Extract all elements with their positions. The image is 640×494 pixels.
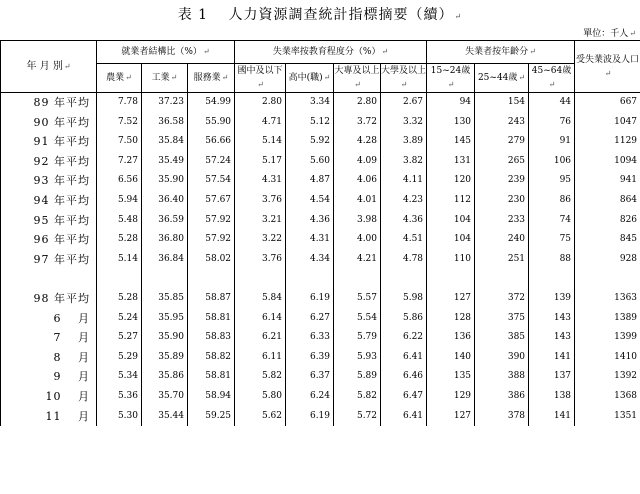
row-label: 89 年平均: [1, 93, 97, 113]
table-cell: 1392: [575, 367, 640, 387]
row-label: 98 年平均: [1, 289, 97, 309]
table-cell: [381, 269, 427, 289]
table-cell: 388: [475, 367, 529, 387]
row-label: 10 月: [1, 387, 97, 407]
table-cell: 6.46: [381, 367, 427, 387]
table-cell: 233: [475, 211, 529, 231]
table-cell: 6.37: [286, 367, 334, 387]
table-cell: 54.99: [188, 93, 235, 113]
table-cell: 5.29: [97, 348, 142, 368]
table-cell: 5.89: [334, 367, 381, 387]
table-cell: 5.27: [97, 328, 142, 348]
table-cell: 5.98: [381, 289, 427, 309]
table-cell: 44: [529, 93, 575, 113]
table-cell: 7.27: [97, 152, 142, 172]
table-cell: 3.72: [334, 113, 381, 133]
table-cell: 58.82: [188, 348, 235, 368]
table-cell: 143: [529, 328, 575, 348]
table-cell: 36.58: [142, 113, 188, 133]
table-cell: 5.94: [97, 191, 142, 211]
table-cell: 1410: [575, 348, 640, 368]
table-cell: 120: [427, 171, 475, 191]
table-cell: 6.21: [235, 328, 286, 348]
table-row: [1, 152, 640, 172]
table-cell: 3.76: [235, 191, 286, 211]
table-cell: 1363: [575, 289, 640, 309]
col-header-junior-high: 國中及以下↵: [235, 64, 286, 93]
table-cell: 36.84: [142, 250, 188, 270]
table-cell: 5.60: [286, 152, 334, 172]
table-cell: 35.86: [142, 367, 188, 387]
table-cell: 6.33: [286, 328, 334, 348]
table-cell: 141: [529, 407, 575, 427]
table-cell: 140: [427, 348, 475, 368]
col-header-agriculture: 農業↵: [97, 64, 142, 93]
table-cell: 2.80: [334, 93, 381, 113]
table-cell: 136: [427, 328, 475, 348]
table-cell: 3.32: [381, 113, 427, 133]
row-label: 9 月: [1, 367, 97, 387]
table-cell: 5.62: [235, 407, 286, 427]
table-cell: 1094: [575, 152, 640, 172]
table-cell: 5.14: [235, 132, 286, 152]
table-row: [1, 387, 640, 407]
table-cell: 386: [475, 387, 529, 407]
table-cell: 35.70: [142, 387, 188, 407]
table-cell: 239: [475, 171, 529, 191]
table-cell: 1047: [575, 113, 640, 133]
table-cell: 941: [575, 171, 640, 191]
table-cell: 5.28: [97, 289, 142, 309]
table-cell: 139: [529, 289, 575, 309]
affected-population-header: 受失業波及人口↵: [575, 41, 640, 93]
table-cell: 928: [575, 250, 640, 270]
table-cell: 57.92: [188, 230, 235, 250]
table-row: [1, 367, 640, 387]
table-cell: 4.28: [334, 132, 381, 152]
table-cell: 6.19: [286, 407, 334, 427]
table-cell: 35.90: [142, 328, 188, 348]
table-cell: 5.30: [97, 407, 142, 427]
table-cell: 5.72: [334, 407, 381, 427]
table-cell: 4.11: [381, 171, 427, 191]
col-header-industry: 工業↵: [142, 64, 188, 93]
table-cell: 6.11: [235, 348, 286, 368]
table-cell: 390: [475, 348, 529, 368]
unit-label: 單位：千人↵: [583, 29, 636, 39]
table-cell: 91: [529, 132, 575, 152]
col-header-university: 大學及以上↵: [381, 64, 427, 93]
group-header-employment-structure: 就業者結構比（%）↵: [97, 41, 235, 64]
table-cell: 2.80: [235, 93, 286, 113]
table-cell: 131: [427, 152, 475, 172]
table-cell: 5.79: [334, 328, 381, 348]
row-label: [1, 269, 97, 289]
table-cell: 4.23: [381, 191, 427, 211]
table-row: [1, 309, 640, 329]
table-cell: 6.22: [381, 328, 427, 348]
table-cell: 57.67: [188, 191, 235, 211]
row-label-header: 年 月 別↵: [1, 41, 97, 93]
table-cell: 1129: [575, 132, 640, 152]
table-cell: 3.82: [381, 152, 427, 172]
table-cell: 154: [475, 93, 529, 113]
row-label: 7 月: [1, 328, 97, 348]
table-cell: 240: [475, 230, 529, 250]
table-cell: 845: [575, 230, 640, 250]
row-label: 6 月: [1, 309, 97, 329]
table-cell: [475, 269, 529, 289]
table-cell: 127: [427, 289, 475, 309]
table-cell: 58.02: [188, 250, 235, 270]
table-cell: 130: [427, 113, 475, 133]
table-cell: 5.82: [235, 367, 286, 387]
table-cell: 57.24: [188, 152, 235, 172]
table-cell: 35.85: [142, 289, 188, 309]
table-cell: 5.17: [235, 152, 286, 172]
row-label: 11 月: [1, 407, 97, 427]
table-cell: 4.31: [286, 230, 334, 250]
table-cell: 864: [575, 191, 640, 211]
table-cell: 279: [475, 132, 529, 152]
table-cell: 667: [575, 93, 640, 113]
table-cell: 4.71: [235, 113, 286, 133]
table-row: [1, 93, 640, 113]
table-cell: 385: [475, 328, 529, 348]
table-cell: 6.41: [381, 407, 427, 427]
table-cell: 129: [427, 387, 475, 407]
row-label: 96 年平均: [1, 230, 97, 250]
table-cell: 372: [475, 289, 529, 309]
table-cell: 6.47: [381, 387, 427, 407]
table-cell: 4.34: [286, 250, 334, 270]
table-cell: 7.78: [97, 93, 142, 113]
table-cell: 4.54: [286, 191, 334, 211]
table-cell: 378: [475, 407, 529, 427]
table-cell: [97, 269, 142, 289]
table-row: [1, 269, 640, 289]
table-cell: 36.80: [142, 230, 188, 250]
table-cell: 58.83: [188, 328, 235, 348]
stats-table: [0, 40, 640, 426]
table-cell: 6.39: [286, 348, 334, 368]
col-header-age-45-64: 45~64歲↵: [529, 64, 575, 93]
table-cell: 35.44: [142, 407, 188, 427]
table-cell: 6.27: [286, 309, 334, 329]
table-cell: 5.84: [235, 289, 286, 309]
table-cell: [334, 269, 381, 289]
table-cell: [235, 269, 286, 289]
table-cell: 4.31: [235, 171, 286, 191]
table-cell: 5.34: [97, 367, 142, 387]
table-cell: 7.50: [97, 132, 142, 152]
table-cell: 36.40: [142, 191, 188, 211]
table-cell: 127: [427, 407, 475, 427]
table-row: [1, 289, 640, 309]
table-cell: 4.06: [334, 171, 381, 191]
table-cell: 3.21: [235, 211, 286, 231]
table-cell: 3.76: [235, 250, 286, 270]
table-cell: 95: [529, 171, 575, 191]
table-cell: 112: [427, 191, 475, 211]
table-cell: 36.59: [142, 211, 188, 231]
table-row: [1, 348, 640, 368]
table-cell: 4.87: [286, 171, 334, 191]
table-cell: [142, 269, 188, 289]
table-row: [1, 132, 640, 152]
table-row: [1, 211, 640, 231]
table-body: [1, 93, 640, 427]
table-cell: 3.34: [286, 93, 334, 113]
table-cell: 3.98: [334, 211, 381, 231]
table-cell: 4.09: [334, 152, 381, 172]
row-label: 92 年平均: [1, 152, 97, 172]
table-cell: 5.12: [286, 113, 334, 133]
table-cell: 76: [529, 113, 575, 133]
table-cell: 5.93: [334, 348, 381, 368]
table-cell: 75: [529, 230, 575, 250]
table-cell: 88: [529, 250, 575, 270]
table-cell: 58.81: [188, 367, 235, 387]
table-cell: 94: [427, 93, 475, 113]
row-label: 90 年平均: [1, 113, 97, 133]
table-row: [1, 191, 640, 211]
table-cell: [529, 269, 575, 289]
table-cell: 5.57: [334, 289, 381, 309]
table-cell: 1351: [575, 407, 640, 427]
table-cell: 141: [529, 348, 575, 368]
table-cell: 35.89: [142, 348, 188, 368]
table-cell: 110: [427, 250, 475, 270]
col-header-age-25-44: 25~44歲↵: [475, 64, 529, 93]
row-label: 91 年平均: [1, 132, 97, 152]
row-label: 93 年平均: [1, 171, 97, 191]
table-cell: 5.28: [97, 230, 142, 250]
table-cell: 5.14: [97, 250, 142, 270]
col-header-college: 大專及以上↵: [334, 64, 381, 93]
table-cell: 86: [529, 191, 575, 211]
table-cell: 243: [475, 113, 529, 133]
table-cell: 6.41: [381, 348, 427, 368]
table-cell: 1368: [575, 387, 640, 407]
group-header-unemployment-by-education: 失業率按教育程度分（%）↵: [235, 41, 427, 64]
table-cell: 58.87: [188, 289, 235, 309]
table-cell: 35.49: [142, 152, 188, 172]
table-cell: 58.94: [188, 387, 235, 407]
table-cell: 4.01: [334, 191, 381, 211]
table-row: [1, 250, 640, 270]
row-label: 97 年平均: [1, 250, 97, 270]
table-title: 表 1 人力資源調查統計指標摘要（續）↵: [177, 7, 463, 23]
table-row: [1, 171, 640, 191]
table-cell: 4.78: [381, 250, 427, 270]
table-cell: 4.36: [381, 211, 427, 231]
table-cell: 230: [475, 191, 529, 211]
table-cell: 59.25: [188, 407, 235, 427]
table-cell: 4.21: [334, 250, 381, 270]
table-cell: 1389: [575, 309, 640, 329]
table-cell: 3.22: [235, 230, 286, 250]
table-cell: 4.00: [334, 230, 381, 250]
table-cell: 137: [529, 367, 575, 387]
table-cell: 375: [475, 309, 529, 329]
table-cell: 5.82: [334, 387, 381, 407]
table-cell: 56.66: [188, 132, 235, 152]
table-cell: 1399: [575, 328, 640, 348]
table-cell: 6.19: [286, 289, 334, 309]
table-cell: 55.90: [188, 113, 235, 133]
table-cell: [286, 269, 334, 289]
table-cell: 6.14: [235, 309, 286, 329]
col-header-senior-high: 高中(職)↵: [286, 64, 334, 93]
table-cell: 5.24: [97, 309, 142, 329]
table-cell: 4.36: [286, 211, 334, 231]
table-cell: 58.81: [188, 309, 235, 329]
table-cell: 74: [529, 211, 575, 231]
table-cell: 35.84: [142, 132, 188, 152]
table-cell: 5.92: [286, 132, 334, 152]
table-cell: 104: [427, 230, 475, 250]
table-cell: 37.23: [142, 93, 188, 113]
col-header-services: 服務業↵: [188, 64, 235, 93]
table-cell: 826: [575, 211, 640, 231]
table-cell: 3.89: [381, 132, 427, 152]
table-cell: 5.80: [235, 387, 286, 407]
table-cell: 104: [427, 211, 475, 231]
table-row: [1, 407, 640, 427]
table-cell: [575, 269, 640, 289]
row-label: 8 月: [1, 348, 97, 368]
table-cell: 143: [529, 309, 575, 329]
table-cell: 6.56: [97, 171, 142, 191]
table-cell: 6.24: [286, 387, 334, 407]
table-cell: 5.86: [381, 309, 427, 329]
table-row: [1, 328, 640, 348]
table-row: [1, 113, 640, 133]
col-header-age-15-24: 15~24歲↵: [427, 64, 475, 93]
table-cell: 138: [529, 387, 575, 407]
table-cell: 5.54: [334, 309, 381, 329]
table-cell: 4.51: [381, 230, 427, 250]
table-cell: 135: [427, 367, 475, 387]
table-cell: 35.90: [142, 171, 188, 191]
table-cell: 128: [427, 309, 475, 329]
group-header-unemployed-by-age: 失業者按年齡分↵: [427, 41, 575, 64]
table-cell: [188, 269, 235, 289]
table-cell: 57.92: [188, 211, 235, 231]
table-cell: 5.36: [97, 387, 142, 407]
table-row: [1, 230, 640, 250]
table-cell: 106: [529, 152, 575, 172]
table-cell: 265: [475, 152, 529, 172]
table-cell: 5.48: [97, 211, 142, 231]
row-label: 94 年平均: [1, 191, 97, 211]
table-cell: 2.67: [381, 93, 427, 113]
table-cell: [427, 269, 475, 289]
table-cell: 35.95: [142, 309, 188, 329]
table-cell: 7.52: [97, 113, 142, 133]
row-label: 95 年平均: [1, 211, 97, 231]
table-cell: 57.54: [188, 171, 235, 191]
table-cell: 145: [427, 132, 475, 152]
table-cell: 251: [475, 250, 529, 270]
